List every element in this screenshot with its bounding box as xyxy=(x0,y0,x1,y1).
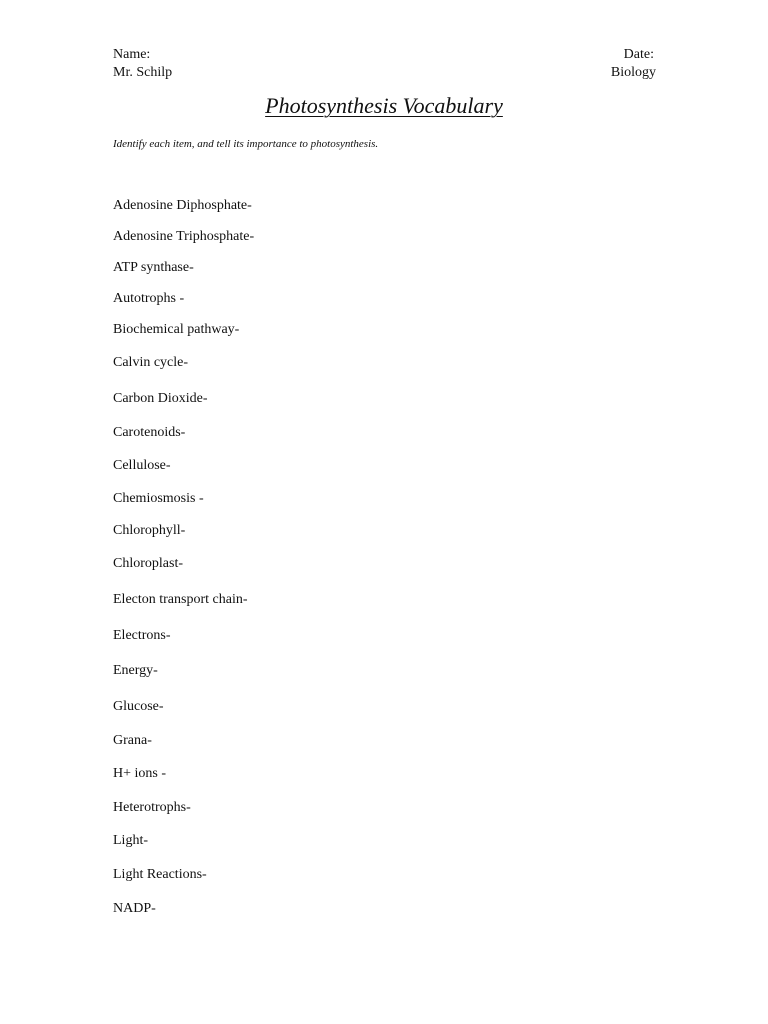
vocab-item: Adenosine Triphosphate- xyxy=(113,229,255,244)
vocab-item: ATP synthase- xyxy=(113,260,194,275)
vocab-item: Electon transport chain- xyxy=(113,592,248,607)
vocab-item: H+ ions - xyxy=(113,766,167,781)
vocab-item: Grana- xyxy=(113,733,152,748)
vocab-item: Light- xyxy=(113,833,148,848)
vocab-item: Glucose- xyxy=(113,699,164,714)
vocab-item: Biochemical pathway- xyxy=(113,322,240,337)
vocab-item: Calvin cycle- xyxy=(113,355,189,370)
vocab-item: Carbon Dioxide- xyxy=(113,391,208,406)
vocab-item: Chemiosmosis - xyxy=(113,491,204,506)
page-title: Photosynthesis Vocabulary xyxy=(265,93,503,118)
instructions: Identify each item, and tell its importance to photosynthesis. xyxy=(113,138,379,150)
vocab-item: Energy- xyxy=(113,663,158,678)
vocab-item: Chloroplast- xyxy=(113,556,183,571)
vocab-item: Adenosine Diphosphate- xyxy=(113,198,252,213)
vocab-item: Chlorophyll- xyxy=(113,523,186,538)
vocab-item: Electrons- xyxy=(113,628,171,643)
vocab-item: Light Reactions- xyxy=(113,867,207,882)
date-label: Date: xyxy=(623,47,654,62)
vocab-item: Autotrophs - xyxy=(113,291,185,306)
vocab-item: NADP- xyxy=(113,901,156,916)
subject-label: Biology xyxy=(610,65,656,80)
vocab-item: Cellulose- xyxy=(113,458,171,473)
name-label: Name: xyxy=(113,47,151,62)
vocab-item: Carotenoids- xyxy=(113,425,186,440)
vocab-item: Heterotrophs- xyxy=(113,800,191,815)
teacher-name: Mr. Schilp xyxy=(113,65,173,80)
